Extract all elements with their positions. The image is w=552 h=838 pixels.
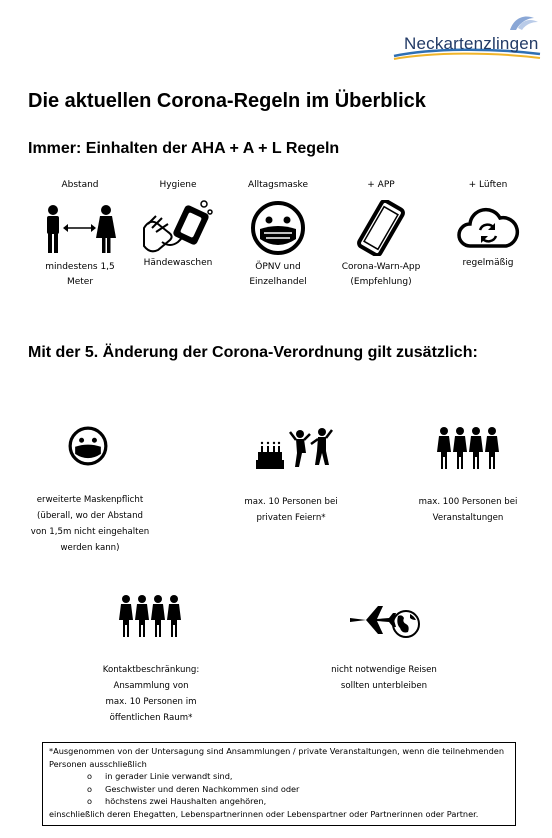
extended-mask-icon bbox=[68, 426, 108, 466]
extended-mask-line-2: (überall, wo der Abstand bbox=[37, 511, 143, 521]
section2-heading: Mit der 5. Änderung der Corona-Verordnung gilt zusätzlich: bbox=[28, 344, 478, 361]
face-mask-icon bbox=[250, 200, 306, 256]
distance-icon bbox=[43, 204, 117, 254]
group-line-3: max. 10 Personen im bbox=[105, 697, 197, 707]
rule-mask bbox=[236, 180, 320, 290]
extended-mask-line-1: erweiterte Maskenpflicht bbox=[36, 495, 144, 505]
rule-distance-desc: mindestens 1,5 Meter bbox=[45, 262, 115, 287]
footnote-intro: *Ausgenommen von der Untersagung sind Ansammlungen / private Veranstaltungen, wenn die teilnehmenden Personen ausschließlich bbox=[49, 746, 505, 769]
extended-mask-line-4: werden kann) bbox=[60, 543, 120, 553]
extended-mask-line-3: von 1,5m nicht eingehalten bbox=[30, 527, 150, 537]
footnote-item: o in gerader Linie verwandt sind, bbox=[87, 771, 233, 782]
group-line-4: öffentlichen Raum* bbox=[109, 713, 193, 723]
cloud-refresh-icon bbox=[456, 206, 520, 250]
crowd-line-1: max. 100 Personen bei bbox=[418, 497, 518, 507]
crowd-text bbox=[412, 494, 524, 526]
rule-mask-label: Alltagsmaske bbox=[247, 180, 308, 190]
rule-mask-desc-2: Einzelhandel bbox=[249, 277, 307, 287]
extended-mask-text bbox=[28, 492, 152, 556]
rule-ventilation-desc: regelmäßig bbox=[462, 258, 514, 268]
party-text bbox=[236, 494, 346, 526]
logo-text: Neckartenzlingen bbox=[404, 34, 539, 53]
party-line-2: privaten Feiern* bbox=[256, 513, 326, 523]
smartphone-icon bbox=[353, 200, 409, 256]
crowd-icon bbox=[436, 426, 502, 470]
rule-ventilation bbox=[446, 180, 530, 271]
party-icon bbox=[256, 424, 336, 470]
travel-line-1: nicht notwendige Reisen bbox=[331, 665, 437, 675]
section1-heading: Immer: Einhalten der AHA + A + L Regeln bbox=[28, 140, 340, 157]
rule-app-label: + APP bbox=[367, 180, 395, 190]
hand-washing-icon bbox=[140, 198, 216, 254]
rule-distance bbox=[40, 180, 120, 290]
footnote-item: o höchstens zwei Haushalten angehören, bbox=[87, 796, 267, 807]
group-line-2: Ansammlung von bbox=[113, 681, 189, 691]
rule-app-desc-1: Corona-Warn-App bbox=[341, 262, 421, 272]
plane-globe-icon bbox=[348, 600, 420, 640]
footnote-box bbox=[42, 742, 516, 826]
rule-hygiene-desc: Händewaschen bbox=[143, 258, 213, 268]
rule-hygiene-label: Hygiene bbox=[159, 180, 197, 190]
rule-hygiene bbox=[136, 180, 220, 271]
travel-line-2: sollten unterbleiben bbox=[340, 681, 428, 691]
party-line-1: max. 10 Personen bei bbox=[244, 497, 338, 507]
rule-ventilation-label: + Lüften bbox=[468, 180, 508, 190]
group-line-1: Kontaktbeschränkung: bbox=[102, 665, 200, 675]
rule-mask-desc-1: ÖPNV und bbox=[255, 262, 301, 272]
rule-distance-label: Abstand bbox=[61, 180, 99, 190]
group-icon bbox=[118, 594, 184, 638]
travel-text bbox=[328, 662, 440, 694]
crowd-line-2: Veranstaltungen bbox=[432, 513, 504, 523]
footnote-item: o Geschwister und deren Nachkommen sind oder bbox=[87, 783, 300, 794]
page-title: Die aktuellen Corona-Regeln im Überblick bbox=[28, 90, 426, 112]
rule-app bbox=[336, 180, 426, 290]
group-text bbox=[92, 662, 210, 726]
footnote-outro: einschließlich deren Ehegatten, Lebenspartnerinnen oder Lebenspartner oder Partnerinnen oder Partner. bbox=[49, 808, 479, 819]
rule-app-desc-2: (Empfehlung) bbox=[350, 277, 412, 287]
